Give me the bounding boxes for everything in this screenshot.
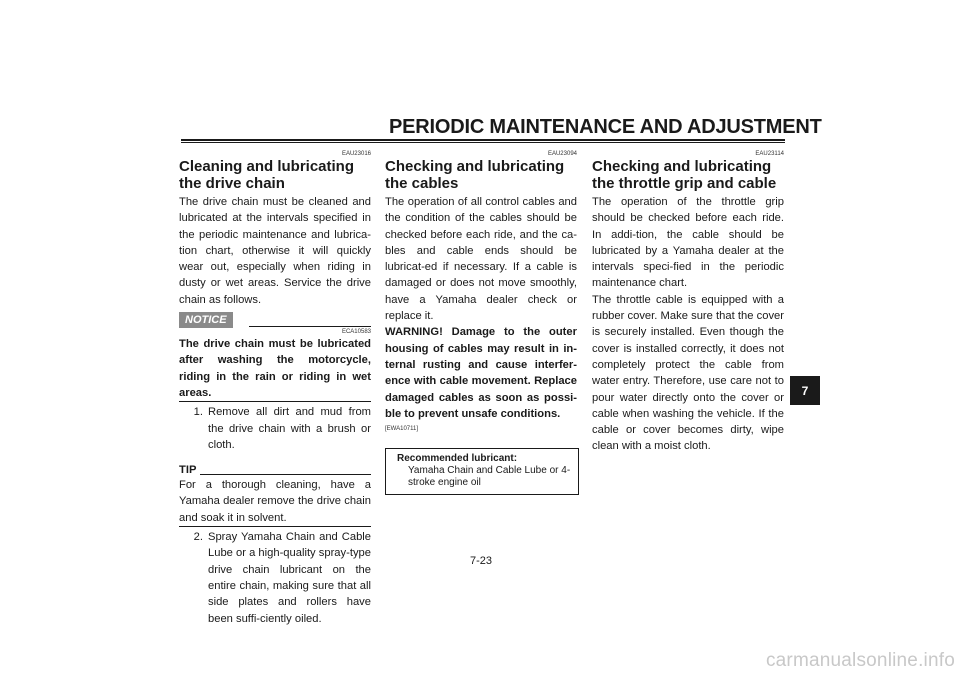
section-paragraph: The operation of the throttle grip should be checked before each ride. In addi-tion, the cable should be lubricated by a Yamaha dealer at the intervals speci-fied in the periodic maintenance chart. xyxy=(592,196,784,290)
lubricant-value: Yamaha Chain and Cable Lube or 4-stroke engine oil xyxy=(408,465,571,489)
section-throttle xyxy=(592,150,784,455)
tip-header xyxy=(179,463,371,477)
notice-text: The drive chain must be lubricated after washing the motorcycle, riding in the rain or riding in wet areas. xyxy=(179,338,371,399)
section-code: EAU23094 xyxy=(547,151,577,157)
section-title: Checking and lubricating the throttle grip and cable xyxy=(592,158,777,192)
lubricant-title: Recommended lubricant: xyxy=(397,453,518,465)
section-intro: The drive chain must be cleaned and lubricated at the intervals specified in the periodic maintenance and lubrica-tion chart, otherwise it will quickly wear out, especially when riding in dusty or wet areas. Service the drive chain as follows. xyxy=(179,196,371,306)
watermark: carmanualsonline.info xyxy=(765,650,955,671)
warning-code: [EWA10711] xyxy=(385,426,419,433)
header-rule xyxy=(181,139,785,143)
step-text: Spray Yamaha Chain and Cable Lube or a high-quality spray-type drive chain lubricant on the entire chain, making sure that all side plates and rollers have been suffi-ciently oiled. xyxy=(208,531,371,625)
notice-end-rule xyxy=(179,401,371,402)
section-paragraph: The throttle cable is equipped with a rubber cover. Make sure that the cover is securely installed. Even though the cover is installed correctly, it does not completely protect the cable from water entry. Therefore, use care not to pour water directly onto the cover or cable when washing the vehicle. If the cable or cover becomes dirty, wipe clean with a moist cloth. xyxy=(592,293,784,453)
page-header-title: PERIODIC MAINTENANCE AND ADJUSTMENT xyxy=(389,116,822,138)
section-title: Checking and lubricating the cables xyxy=(385,158,565,192)
notice-label: NOTICE xyxy=(179,312,233,328)
step-number: 2. xyxy=(193,531,203,544)
notice-line xyxy=(249,326,371,327)
tip-label: TIP xyxy=(179,464,197,477)
lubricant-box xyxy=(385,448,579,495)
section-drive-chain xyxy=(179,150,371,627)
step-number: 1. xyxy=(193,406,203,419)
section-title: Cleaning and lubricating the drive chain xyxy=(179,158,355,192)
step-2 xyxy=(179,529,371,627)
chapter-tab: 7 xyxy=(790,376,820,405)
section-code: EAU23016 xyxy=(341,151,371,157)
section-code: EAU23114 xyxy=(755,151,784,157)
page-number: 7-23 xyxy=(469,555,493,567)
tip-line xyxy=(200,474,371,475)
notice-code: ECA10583 xyxy=(341,329,371,336)
notice-header xyxy=(179,312,371,328)
tip-end-rule xyxy=(179,526,371,527)
section-cables xyxy=(385,150,577,495)
step-1 xyxy=(179,404,371,453)
step-text: Remove all dirt and mud from the drive chain with a brush or cloth. xyxy=(208,406,371,451)
warning-text: WARNING! Damage to the outer housing of cables may result in in-ternal rusting and cause interfer-ence with cable movement. Replace damaged cables as soon as possi-ble to prevent unsafe conditions. xyxy=(385,326,577,420)
tip-text: For a thorough cleaning, have a Yamaha dealer remove the drive chain and soak it in solvent. xyxy=(179,479,371,524)
section-intro: The operation of all control cables and the condition of the cables should be checked before each ride, and the ca-bles and cable ends should be lubricat-ed if necessary. If a cable is damaged or does not move smoothly, have a Yamaha dealer check or replace it. xyxy=(385,196,577,323)
